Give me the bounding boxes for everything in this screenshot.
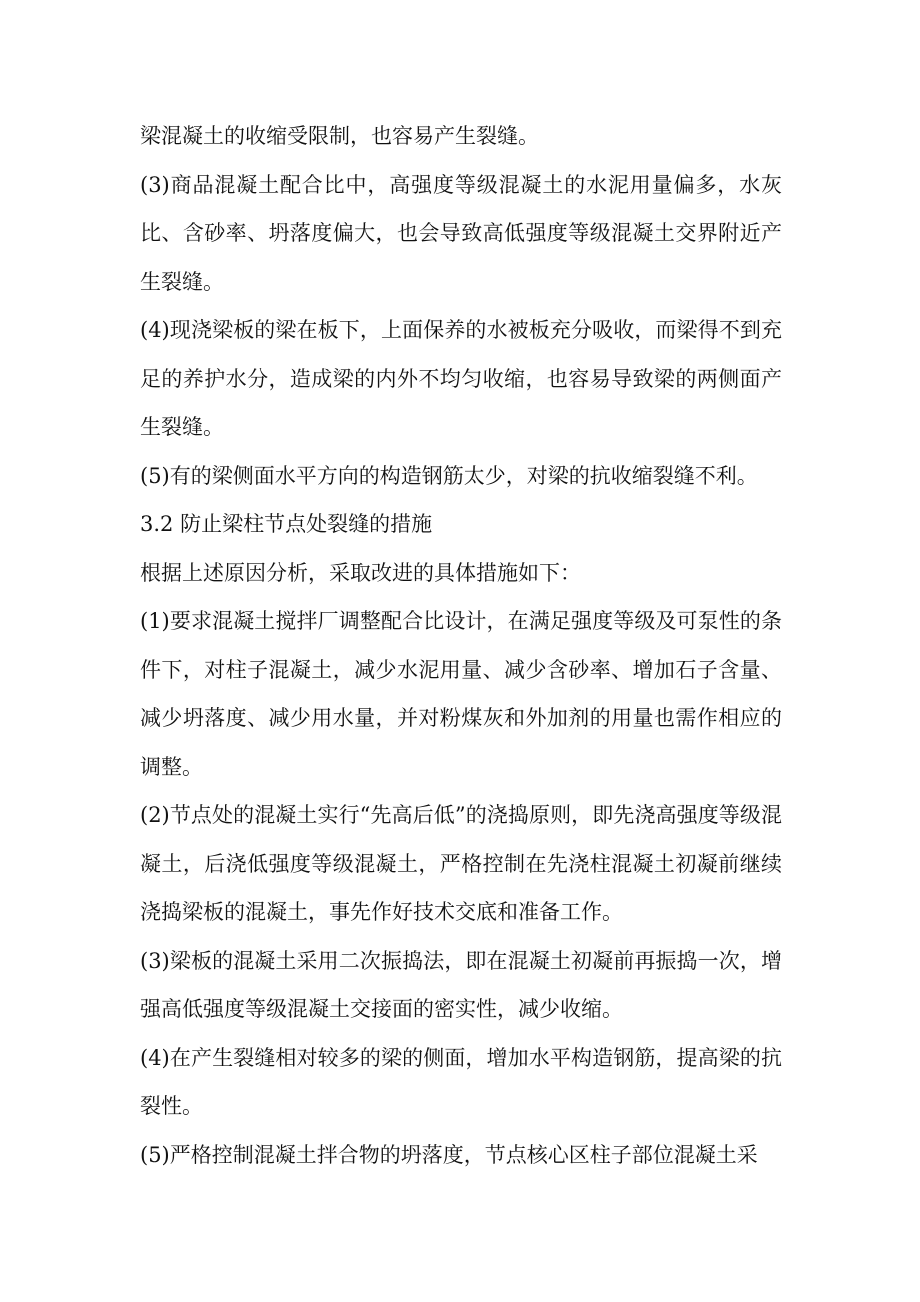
paragraph-continuation: 梁混凝土的收缩受限制，也容易产生裂缝。 [140,124,539,148]
paragraph-measure-4: (4)在产生裂缝相对较多的梁的侧面，增加水平构造钢筋，提高梁的抗裂性。 [140,1045,782,1118]
paragraph-measure-3: (3)梁板的混凝土采用二次振捣法，即在混凝土初凝前再振捣一次，增强高低强度等级混凝土交接面的密实性，减少收缩。 [140,948,782,1021]
paragraph-cause-5: (5)有的梁侧面水平方向的构造钢筋太少，对梁的抗收缩裂缝不利。 [140,463,758,488]
paragraph-measure-1: (1)要求混凝土搅拌厂调整配合比设计，在满足强度等级及可泵性的条件下，对柱子混凝土，减少水泥用量、减少含砂率、增加石子含量、减少坍落度、减少用水量，并对粉煤灰和外加剂的用量也需作相应的调整。 [140,609,782,779]
paragraph-measure-2: (2)节点处的混凝土实行“先高后低”的浇捣原则，即先浇高强度等级混凝土，后浇低强度等级混凝土，严格控制在先浇柱混凝土初凝前继续浇捣梁板的混凝土，事先作好技术交底和准备工作。 [140,803,782,924]
paragraph-cause-4: (4)现浇梁板的梁在板下，上面保养的水被板充分吸收，而梁得不到充足的养护水分，造成梁的内外不均匀收缩，也容易导致梁的两侧面产生裂缝。 [140,318,782,439]
paragraph-measure-5: (5)严格控制混凝土拌合物的坍落度，节点核心区柱子部位混凝土采 [140,1142,758,1167]
document-body [140,112,782,1179]
section-heading: 3.2 防止梁柱节点处裂缝的措施 [140,512,433,536]
paragraph-intro: 根据上述原因分析，采取改进的具体措施如下： [140,560,581,585]
paragraph-cause-3: (3)商品混凝土配合比中，高强度等级混凝土的水泥用量偏多，水灰比、含砂率、坍落度偏大，也会导致高低强度等级混凝土交界附近产生裂缝。 [140,172,782,294]
